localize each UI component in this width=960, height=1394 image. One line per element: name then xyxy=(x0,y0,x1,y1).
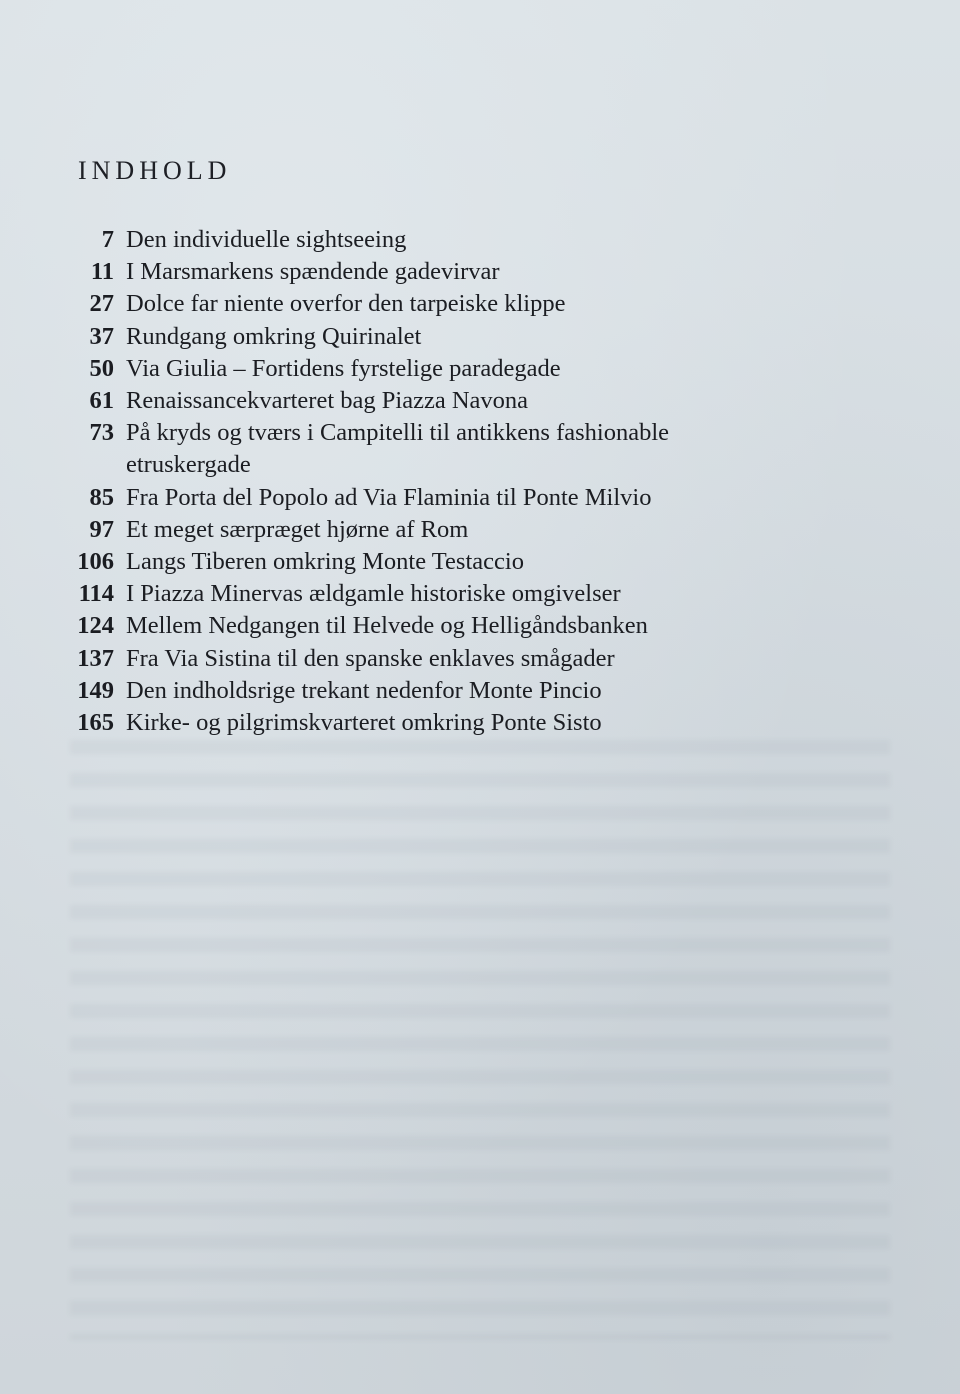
toc-chapter-title: I Piazza Minervas ældgamle historiske omgivelser xyxy=(126,580,621,608)
toc-entry xyxy=(60,385,820,417)
toc-chapter-title: På kryds og tværs i Campitelli til antikkens fashionable etruskergade xyxy=(126,419,670,479)
reverse-side-show-through xyxy=(70,740,890,1340)
toc-entry xyxy=(60,256,820,288)
toc-entry xyxy=(60,353,820,385)
toc-entry xyxy=(60,546,820,578)
toc-chapter-title: Den individuelle sightseeing xyxy=(126,226,407,253)
toc-page-number: 73 xyxy=(89,419,114,447)
toc-entry xyxy=(60,707,820,739)
toc-page-number: 106 xyxy=(77,548,114,576)
toc-chapter-title: I Marsmarkens spændende gadevirvar xyxy=(126,258,500,286)
toc-entry xyxy=(60,224,820,256)
toc-chapter-title: Kirke- og pilgrimskvarteret omkring Ponte Sisto xyxy=(126,709,602,737)
toc-chapter-title: Mellem Nedgangen til Helvede og Helligåndsbanken xyxy=(126,612,648,640)
toc-page-number: 85 xyxy=(89,483,114,511)
toc-page-number: 137 xyxy=(77,644,114,672)
toc-page-number: 97 xyxy=(89,515,114,543)
toc-chapter-title: Fra Via Sistina til den spanske enklaves smågader xyxy=(126,644,615,672)
toc-page-number: 61 xyxy=(89,387,114,415)
toc-entry xyxy=(60,482,820,514)
toc-entry xyxy=(60,514,820,546)
toc-chapter-title: Den indholdsrige trekant nedenfor Monte Pincio xyxy=(126,676,602,704)
toc-chapter-title: Fra Porta del Popolo ad Via Flaminia til Ponte Milvio xyxy=(126,483,652,511)
toc-chapter-title: Dolce far niente overfor den tarpeiske klippe xyxy=(126,290,566,318)
toc-chapter-title: Via Giulia – Fortidens fyrstelige paradegade xyxy=(126,354,561,382)
toc-entry xyxy=(60,321,820,353)
toc-page-number: 165 xyxy=(77,709,114,737)
toc-entry xyxy=(60,610,820,642)
toc-entry xyxy=(60,288,820,320)
toc-page-number: 27 xyxy=(89,290,114,318)
toc-chapter-title: Renaissancekvarteret bag Piazza Navona xyxy=(126,387,529,415)
toc-chapter-title: Et meget særpræget hjørne af Rom xyxy=(126,515,469,543)
toc-page-number: 50 xyxy=(89,354,114,382)
toc-chapter-title: Langs Tiberen omkring Monte Testaccio xyxy=(126,548,524,576)
toc-page-number: 37 xyxy=(89,322,114,350)
toc-page-number: 124 xyxy=(77,612,114,640)
toc-page-number: 7 xyxy=(101,226,114,253)
toc-entry xyxy=(60,643,820,675)
toc-entry xyxy=(60,417,820,481)
table-of-contents xyxy=(60,224,820,739)
toc-chapter-title: Rundgang omkring Quirinalet xyxy=(126,322,422,350)
toc-page-number: 149 xyxy=(77,676,114,704)
toc-entry xyxy=(60,578,820,610)
toc-page-number: 11 xyxy=(90,258,114,286)
toc-entry xyxy=(60,675,820,707)
toc-page-number: 114 xyxy=(78,580,114,608)
page-heading: INDHOLD xyxy=(78,156,232,185)
